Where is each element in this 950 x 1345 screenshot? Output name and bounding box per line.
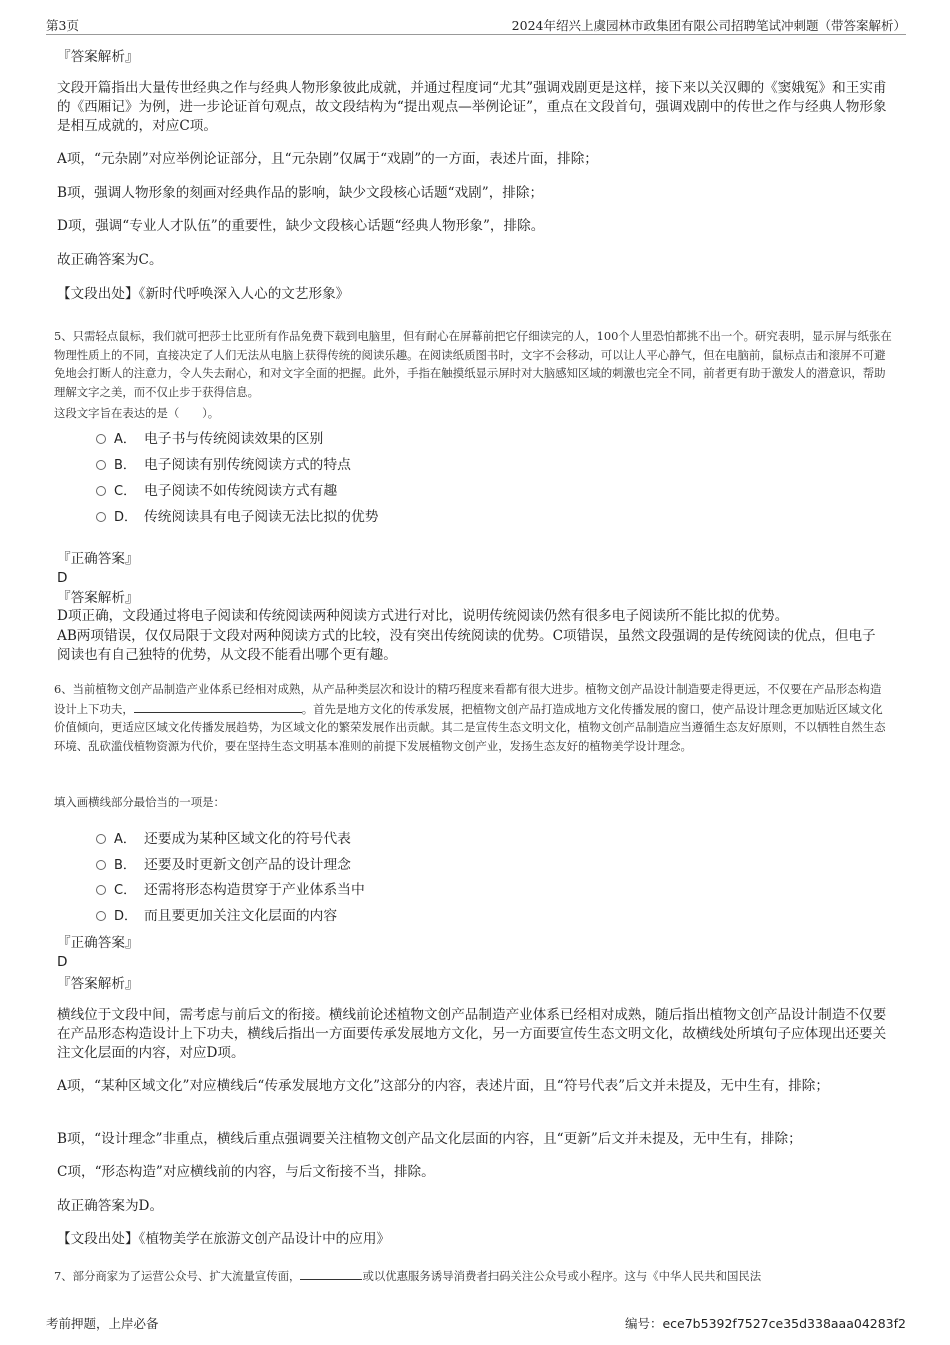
q6-correct-answer: D [57,954,68,970]
q5-analysis-2: AB两项错误，仅仅局限于文段对两种阅读方式的比较，没有突出传统阅读的优势。C项错误，虽然文段强调的是传统阅读的优点，但电子阅读也有自己独特的优势，从文段不能看出哪个更有趣。 [57,628,876,663]
document-title: 2024年绍兴上虞园林市政集团有限公司招聘笔试冲刺题（带答案解析） [511,18,906,33]
radio-icon[interactable] [96,460,106,470]
q4-source: 【文段出处】《新时代呼唤深入人心的文艺形象》 [57,286,350,302]
q4-conclusion: 故正确答案为C。 [57,252,163,268]
q6-conclusion: 故正确答案为D。 [57,1198,164,1214]
q6-analysis-text: 横线位于文段中间，需考虑与前后文的衔接。横线前论述植物文创产品制造产业体系已经相对成熟，随后指出植物文创产品设计制造不仅要在产品形态构造设计上下功夫，横线后指出一方面要传承发展地方文化，另一方面要宣传生态文明文化，故横线处所填句子应体现出还要关注文化层面的内容，对应D项。 [57,1007,887,1061]
radio-icon[interactable] [96,885,106,895]
q4-option-d-analysis: D项，强调“专业人才队伍”的重要性，缺少文段核心话题“经典人物形象”，排除。 [57,218,545,234]
q6-option-d[interactable]: D． 而且要更加关注文化层面的内容 [96,907,337,926]
q6-option-b[interactable]: B． 还要及时更新文创产品的设计理念 [96,856,351,875]
page-number: 第3页 [46,18,79,33]
q6-source: 【文段出处】《植物美学在旅游文创产品设计中的应用》 [57,1231,391,1247]
radio-icon[interactable] [96,434,106,444]
q6-option-c-analysis: C项，“形态构造”对应横线前的内容，与后文衔接不当，排除。 [57,1164,435,1180]
q5-question-text: 5、只需轻点鼠标，我们就可把莎士比亚所有作品免费下载到电脑里，但有耐心在屏幕前把它仔细读完的人，100个人里恐怕都挑不出一个。研究表明，显示屏与纸张在物理性质上的不同，直接决定了人们无法从电脑上获得传统的阅读乐趣。在阅读纸质图书时，文字不会移动，可以让人平心静气，但在电脑前，鼠标点击和滚屏不可避免地会打断人的注意力，令人失去耐心，和对文字全面的把握。此外，手指在触摸纸显示屏时对大脑感知区域的刺激也完全不同，前者更有助于激发人的潜意识，帮助理解文字之美，而不仅止步于获得信息。 [54,329,892,399]
answer-blank [134,699,302,713]
q7-question-text: 7、部分商家为了运营公众号、扩大流量宣传面， 或以优惠服务诱导消费者扫码关注公众号或小程序。这与《中华人民共和国民法 [54,1266,892,1286]
q5-stem: 这段文字旨在表达的是（ ）。 [54,406,220,420]
q4-option-a-analysis: A项，“元杂剧”对应举例论证部分，且“元杂剧”仅属于“戏剧”的一方面，表述片面，排除； [57,151,598,167]
radio-icon[interactable] [96,834,106,844]
page-header [46,16,906,35]
radio-icon[interactable] [96,512,106,522]
q5-option-b[interactable]: B． 电子阅读有别传统阅读方式的特点 [96,456,351,475]
q5-correct-label: 『正确答案』 [57,551,139,567]
q5-correct-answer: D [57,570,68,586]
q5-option-d[interactable]: D． 传统阅读具有电子阅读无法比拟的优势 [96,508,379,527]
q6-analysis-label: 『答案解析』 [57,976,139,992]
q5-option-a[interactable]: A． 电子书与传统阅读效果的区别 [96,430,323,449]
radio-icon[interactable] [96,911,106,921]
q6-correct-label: 『正确答案』 [57,935,139,951]
q4-analysis-text: 文段开篇指出大量传世经典之作与经典人物形象彼此成就，并通过程度词“尤其”强调戏剧更是这样，接下来以关汉卿的《窦娥冤》和王实甫的《西厢记》为例，进一步论证首句观点，故文段结构为“提出观点—举例论证”，重点在文段首句，强调戏剧中的传世之作与经典人物形象是相互成就的，对应C项。 [57,80,887,134]
footer-slogan: 考前押题，上岸必备 [46,1316,159,1331]
q6-option-b-analysis: B项，“设计理念”非重点，横线后重点强调要关注植物文创产品文化层面的内容，且“更新”后文并未提及，无中生有，排除； [57,1131,802,1147]
document-code: 编号：ece7b5392f7527ce35d338aaa04283f2 [624,1316,906,1331]
q6-option-a[interactable]: A． 还要成为某种区域文化的符号代表 [96,830,351,849]
radio-icon[interactable] [96,860,106,870]
q6-option-a-analysis: A项，“某种区域文化”对应横线后“传承发展地方文化”这部分的内容，表述片面，且“符号代表”后文并未提及，无中生有，排除； [57,1078,829,1094]
q6-stem: 填入画横线部分最恰当的一项是： [54,795,225,809]
q5-analysis-1: D项正确，文段通过将电子阅读和传统阅读两种阅读方式进行对比，说明传统阅读仍然有很多电子阅读所不能比拟的优势。 [57,608,789,624]
q6-question-text: 6、当前植物文创产品制造产业体系已经相对成熟，从产品种类层次和设计的精巧程度来看都有很大进步。植物文创产品设计制造要走得更远，不仅要在产品形态构造设计上下功夫， 。首先是地方文化的传承发展，把植物文创产品打造成地方文化传播发展的窗口，使产品设计理念更加贴近区域文化价值倾向，更适应区域文化传播发展趋势，为区域文化的繁荣发展作出贡献。其二是宣传生态文明文化，植物文创产品制造应当遵循生态友好原则，不以牺牲自然生态环境、乱砍滥伐植物资源为代价，要在坚持生态文明基本准则的前提下发展植物文创产业，发扬生态友好的植物美学设计理念。 [54,682,886,753]
q4-analysis-label: 『答案解析』 [57,49,139,65]
q4-option-b-analysis: B项，强调人物形象的刻画对经典作品的影响，缺少文段核心话题“戏剧”，排除； [57,185,544,201]
q5-analysis-label: 『答案解析』 [57,590,139,606]
radio-icon[interactable] [96,486,106,496]
q5-option-c[interactable]: C． 电子阅读不如传统阅读方式有趣 [96,482,337,501]
q6-option-c[interactable]: C． 还需将形态构造贯穿于产业体系当中 [96,881,365,900]
answer-blank [300,1266,362,1280]
